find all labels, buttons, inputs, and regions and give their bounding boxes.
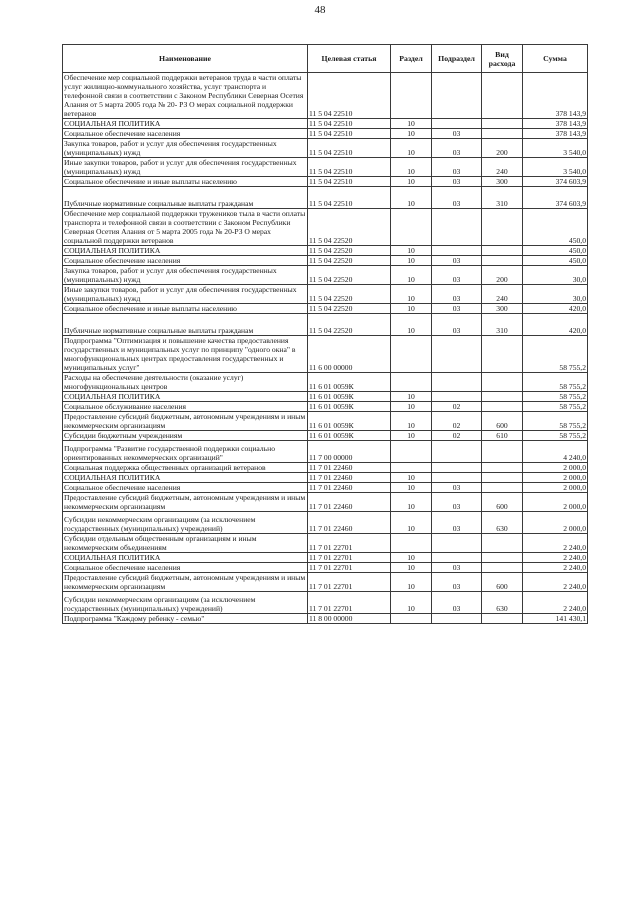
cell-target: 11 5 04 22510: [308, 139, 391, 158]
cell-name: Предоставление субсидий бюджетным, автономным учреждениям и иным некоммерческим организациям: [63, 493, 308, 512]
cell-name: Предоставление субсидий бюджетным, автономным учреждениям и иным некоммерческим организациям: [63, 412, 308, 431]
cell-subsection: [432, 553, 482, 563]
cell-subsection: [432, 441, 482, 463]
cell-expense-type: [482, 473, 523, 483]
cell-expense-type: 310: [482, 314, 523, 336]
cell-sum: 378 143,9: [523, 119, 588, 129]
cell-section: 10: [391, 304, 432, 314]
cell-sum: 30,0: [523, 266, 588, 285]
table-row: [63, 285, 588, 304]
cell-target: 11 7 01 22460: [308, 463, 391, 473]
cell-section: 10: [391, 158, 432, 177]
cell-sum: 58 755,2: [523, 412, 588, 431]
cell-section: 10: [391, 119, 432, 129]
cell-section: 10: [391, 431, 432, 441]
cell-target: 11 5 04 22520: [308, 266, 391, 285]
cell-sum: 2 240,0: [523, 592, 588, 614]
table-row: [63, 256, 588, 266]
cell-subsection: [432, 614, 482, 624]
cell-section: [391, 73, 432, 119]
cell-name: Субсидии отдельным общественным организациям и иным некоммерческим объединениям: [63, 534, 308, 553]
cell-subsection: 03: [432, 512, 482, 534]
cell-expense-type: [482, 373, 523, 392]
cell-subsection: 02: [432, 402, 482, 412]
cell-target: 11 7 01 22460: [308, 512, 391, 534]
cell-expense-type: 200: [482, 139, 523, 158]
cell-section: 10: [391, 592, 432, 614]
cell-subsection: [432, 373, 482, 392]
header-sum: Сумма: [523, 45, 588, 73]
cell-name: Иные закупки товаров, работ и услуг для обеспечения государственных (муниципальных) нужд: [63, 285, 308, 304]
cell-target: 11 6 01 0059К: [308, 402, 391, 412]
cell-target: 11 5 04 22510: [308, 119, 391, 129]
cell-target: 11 5 04 22510: [308, 158, 391, 177]
cell-name: Субсидии некоммерческим организациям (за исключением государственных (муниципальных) учреждений): [63, 592, 308, 614]
cell-target: 11 6 01 0059К: [308, 392, 391, 402]
cell-subsection: [432, 73, 482, 119]
table-row: [63, 177, 588, 187]
cell-section: 10: [391, 129, 432, 139]
cell-name: Подпрограмма "Развитие государственной поддержки социально ориентированных некоммерческих организаций": [63, 441, 308, 463]
cell-expense-type: [482, 209, 523, 246]
table-row: [63, 209, 588, 246]
cell-section: [391, 441, 432, 463]
cell-sum: 58 755,2: [523, 402, 588, 412]
cell-expense-type: [482, 402, 523, 412]
cell-subsection: 02: [432, 431, 482, 441]
cell-expense-type: 600: [482, 573, 523, 592]
cell-target: 11 7 01 22701: [308, 553, 391, 563]
page-number: 48: [314, 4, 326, 16]
cell-target: 11 5 04 22520: [308, 246, 391, 256]
cell-subsection: [432, 246, 482, 256]
cell-target: 11 5 04 22520: [308, 209, 391, 246]
cell-subsection: [432, 534, 482, 553]
cell-target: 11 7 01 22701: [308, 592, 391, 614]
header-target: Целевая статья: [308, 45, 391, 73]
cell-name: Публичные нормативные социальные выплаты гражданам: [63, 187, 308, 209]
cell-subsection: 03: [432, 256, 482, 266]
cell-section: 10: [391, 402, 432, 412]
cell-expense-type: [482, 246, 523, 256]
cell-name: Субсидии некоммерческим организациям (за исключением государственных (муниципальных) учреждений): [63, 512, 308, 534]
cell-name: Расходы на обеспечение деятельности (оказание услуг) многофункциональных центров: [63, 373, 308, 392]
cell-expense-type: 600: [482, 412, 523, 431]
cell-subsection: 03: [432, 266, 482, 285]
cell-target: 11 5 04 22520: [308, 314, 391, 336]
cell-sum: 4 240,0: [523, 441, 588, 463]
cell-expense-type: [482, 392, 523, 402]
cell-sum: 450,0: [523, 209, 588, 246]
cell-section: [391, 209, 432, 246]
cell-expense-type: [482, 441, 523, 463]
cell-section: 10: [391, 314, 432, 336]
cell-subsection: 02: [432, 412, 482, 431]
cell-target: 11 5 04 22510: [308, 187, 391, 209]
cell-section: 10: [391, 177, 432, 187]
cell-section: 10: [391, 266, 432, 285]
table-row: [63, 246, 588, 256]
table-row: [63, 483, 588, 493]
cell-target: 11 7 01 22701: [308, 573, 391, 592]
cell-expense-type: [482, 534, 523, 553]
table-row: [63, 463, 588, 473]
cell-subsection: [432, 463, 482, 473]
cell-sum: 374 603,9: [523, 177, 588, 187]
table-body: [63, 73, 588, 624]
cell-name: Обеспечение мер социальной поддержки ветеранов труда в части оплаты услуг жилищно-коммунального хозяйства, услуг транспорта и телефонной связи в соответствии с Законом Республики Северная Осетия Алания от 5 марта 2005 года № 20- РЗ О мерах социальной поддержки ветеранов: [63, 73, 308, 119]
cell-name: СОЦИАЛЬНАЯ ПОЛИТИКА: [63, 392, 308, 402]
cell-target: 11 7 01 22460: [308, 493, 391, 512]
header-name: Наименование: [63, 45, 308, 73]
cell-subsection: [432, 473, 482, 483]
table-row: [63, 493, 588, 512]
header-section: Раздел: [391, 45, 432, 73]
cell-subsection: 03: [432, 493, 482, 512]
cell-expense-type: 630: [482, 592, 523, 614]
table-row: [63, 314, 588, 336]
cell-target: 11 7 01 22701: [308, 563, 391, 573]
cell-name: Социальная поддержка общественных организаций ветеранов: [63, 463, 308, 473]
table-row: [63, 402, 588, 412]
cell-section: [391, 534, 432, 553]
cell-sum: 58 755,2: [523, 336, 588, 373]
cell-name: Предоставление субсидий бюджетным, автономным учреждениям и иным некоммерческим организациям: [63, 573, 308, 592]
cell-name: СОЦИАЛЬНАЯ ПОЛИТИКА: [63, 553, 308, 563]
cell-sum: 420,0: [523, 314, 588, 336]
cell-name: Социальное обслуживание населения: [63, 402, 308, 412]
cell-sum: 58 755,2: [523, 431, 588, 441]
cell-sum: 2 240,0: [523, 534, 588, 553]
cell-sum: 2 000,0: [523, 483, 588, 493]
budget-table: [62, 44, 588, 624]
table-row: [63, 614, 588, 624]
table-row: [63, 266, 588, 285]
cell-name: СОЦИАЛЬНАЯ ПОЛИТИКА: [63, 119, 308, 129]
cell-subsection: 03: [432, 592, 482, 614]
cell-expense-type: 600: [482, 493, 523, 512]
cell-section: 10: [391, 473, 432, 483]
cell-sum: 58 755,2: [523, 373, 588, 392]
cell-sum: 2 000,0: [523, 463, 588, 473]
table-row: [63, 187, 588, 209]
cell-section: 10: [391, 139, 432, 158]
cell-target: 11 5 04 22520: [308, 256, 391, 266]
cell-sum: 3 540,0: [523, 139, 588, 158]
cell-sum: 420,0: [523, 304, 588, 314]
cell-expense-type: 200: [482, 266, 523, 285]
cell-sum: 2 240,0: [523, 553, 588, 563]
table-row: [63, 373, 588, 392]
cell-expense-type: [482, 336, 523, 373]
cell-subsection: 03: [432, 187, 482, 209]
cell-target: 11 5 04 22510: [308, 73, 391, 119]
header-subsection: Подраздел: [432, 45, 482, 73]
cell-sum: 58 755,2: [523, 392, 588, 402]
cell-expense-type: [482, 129, 523, 139]
cell-target: 11 7 01 22701: [308, 534, 391, 553]
cell-name: Социальное обеспечение населения: [63, 563, 308, 573]
cell-subsection: 03: [432, 158, 482, 177]
cell-name: СОЦИАЛЬНАЯ ПОЛИТИКА: [63, 246, 308, 256]
table-row: [63, 73, 588, 119]
table-row: [63, 412, 588, 431]
cell-sum: 378 143,9: [523, 129, 588, 139]
table-row: [63, 512, 588, 534]
table-row: [63, 392, 588, 402]
cell-subsection: 03: [432, 314, 482, 336]
cell-target: 11 6 01 0059К: [308, 373, 391, 392]
cell-name: Иные закупки товаров, работ и услуг для обеспечения государственных (муниципальных) нужд: [63, 158, 308, 177]
cell-section: 10: [391, 412, 432, 431]
cell-expense-type: 310: [482, 187, 523, 209]
cell-name: Социальное обеспечение населения: [63, 256, 308, 266]
cell-section: [391, 336, 432, 373]
cell-expense-type: [482, 256, 523, 266]
cell-expense-type: 300: [482, 304, 523, 314]
cell-subsection: 03: [432, 177, 482, 187]
table-row: [63, 119, 588, 129]
cell-subsection: 03: [432, 563, 482, 573]
cell-target: 11 5 04 22510: [308, 129, 391, 139]
cell-subsection: 03: [432, 129, 482, 139]
cell-expense-type: [482, 614, 523, 624]
cell-name: Подпрограмма "Каждому ребенку - семью": [63, 614, 308, 624]
cell-subsection: 03: [432, 304, 482, 314]
cell-expense-type: [482, 463, 523, 473]
header-expense-type: Вид расхода: [482, 45, 523, 73]
cell-subsection: [432, 392, 482, 402]
cell-expense-type: [482, 553, 523, 563]
cell-expense-type: [482, 563, 523, 573]
table-row: [63, 563, 588, 573]
cell-expense-type: 240: [482, 158, 523, 177]
cell-section: 10: [391, 553, 432, 563]
table-row: [63, 473, 588, 483]
table-row: [63, 139, 588, 158]
cell-expense-type: [482, 119, 523, 129]
cell-section: 10: [391, 512, 432, 534]
table-row: [63, 158, 588, 177]
table-row: [63, 304, 588, 314]
cell-section: 10: [391, 563, 432, 573]
cell-subsection: 03: [432, 285, 482, 304]
cell-target: 11 7 00 00000: [308, 441, 391, 463]
cell-name: Субсидии бюджетным учреждениям: [63, 431, 308, 441]
table-row: [63, 431, 588, 441]
cell-section: [391, 463, 432, 473]
cell-section: [391, 373, 432, 392]
cell-sum: 2 000,0: [523, 493, 588, 512]
table-row: [63, 573, 588, 592]
cell-sum: 141 430,1: [523, 614, 588, 624]
table-header-row: [63, 45, 588, 73]
cell-name: Закупка товаров, работ и услуг для обеспечения государственных (муниципальных) нужд: [63, 266, 308, 285]
cell-sum: 3 540,0: [523, 158, 588, 177]
cell-target: 11 5 04 22510: [308, 177, 391, 187]
cell-subsection: [432, 209, 482, 246]
cell-section: 10: [391, 392, 432, 402]
cell-name: Подпрограмма "Оптимизация и повышение качества предоставления государственных и муниципальных услуг по принципу "одного окна" в многофункциональных центрах предоставления государственных и муниципальных услуг": [63, 336, 308, 373]
cell-name: Социальное обеспечение населения: [63, 129, 308, 139]
cell-section: 10: [391, 187, 432, 209]
cell-sum: 2 240,0: [523, 563, 588, 573]
cell-subsection: 03: [432, 483, 482, 493]
cell-subsection: 03: [432, 573, 482, 592]
cell-sum: 2 240,0: [523, 573, 588, 592]
cell-expense-type: 630: [482, 512, 523, 534]
cell-name: Закупка товаров, работ и услуг для обеспечения государственных (муниципальных) нужд: [63, 139, 308, 158]
cell-target: 11 7 01 22460: [308, 483, 391, 493]
cell-expense-type: 300: [482, 177, 523, 187]
cell-name: Публичные нормативные социальные выплаты гражданам: [63, 314, 308, 336]
cell-expense-type: 240: [482, 285, 523, 304]
cell-name: Социальное обеспечение и иные выплаты населению: [63, 177, 308, 187]
cell-sum: 2 000,0: [523, 473, 588, 483]
table-row: [63, 129, 588, 139]
cell-subsection: [432, 336, 482, 373]
cell-target: 11 6 01 0059К: [308, 431, 391, 441]
cell-sum: 450,0: [523, 246, 588, 256]
cell-sum: 2 000,0: [523, 512, 588, 534]
cell-target: 11 7 01 22460: [308, 473, 391, 483]
table-row: [63, 534, 588, 553]
cell-section: 10: [391, 256, 432, 266]
cell-section: 10: [391, 493, 432, 512]
table-row: [63, 553, 588, 563]
cell-expense-type: [482, 73, 523, 119]
cell-sum: 450,0: [523, 256, 588, 266]
cell-name: Социальное обеспечение населения: [63, 483, 308, 493]
cell-expense-type: 610: [482, 431, 523, 441]
table-row: [63, 592, 588, 614]
cell-name: Социальное обеспечение и иные выплаты населению: [63, 304, 308, 314]
cell-target: 11 8 00 00000: [308, 614, 391, 624]
cell-target: 11 6 00 00000: [308, 336, 391, 373]
cell-name: Обеспечение мер социальной поддержки тружеников тыла в части оплаты транспорта и телефонной связи в соответствии с Законом Республики Северная Осетия Алания от 5 марта 2005 года № 20-РЗ О мерах социальной поддержки ветеранов: [63, 209, 308, 246]
cell-sum: 374 603,9: [523, 187, 588, 209]
cell-section: 10: [391, 246, 432, 256]
cell-section: [391, 614, 432, 624]
cell-name: СОЦИАЛЬНАЯ ПОЛИТИКА: [63, 473, 308, 483]
cell-section: 10: [391, 483, 432, 493]
cell-target: 11 5 04 22520: [308, 304, 391, 314]
cell-target: 11 6 01 0059К: [308, 412, 391, 431]
cell-subsection: 03: [432, 139, 482, 158]
table-row: [63, 336, 588, 373]
cell-subsection: [432, 119, 482, 129]
cell-section: 10: [391, 285, 432, 304]
cell-sum: 378 143,9: [523, 73, 588, 119]
cell-target: 11 5 04 22520: [308, 285, 391, 304]
cell-sum: 30,0: [523, 285, 588, 304]
table-row: [63, 441, 588, 463]
cell-section: 10: [391, 573, 432, 592]
cell-expense-type: [482, 483, 523, 493]
